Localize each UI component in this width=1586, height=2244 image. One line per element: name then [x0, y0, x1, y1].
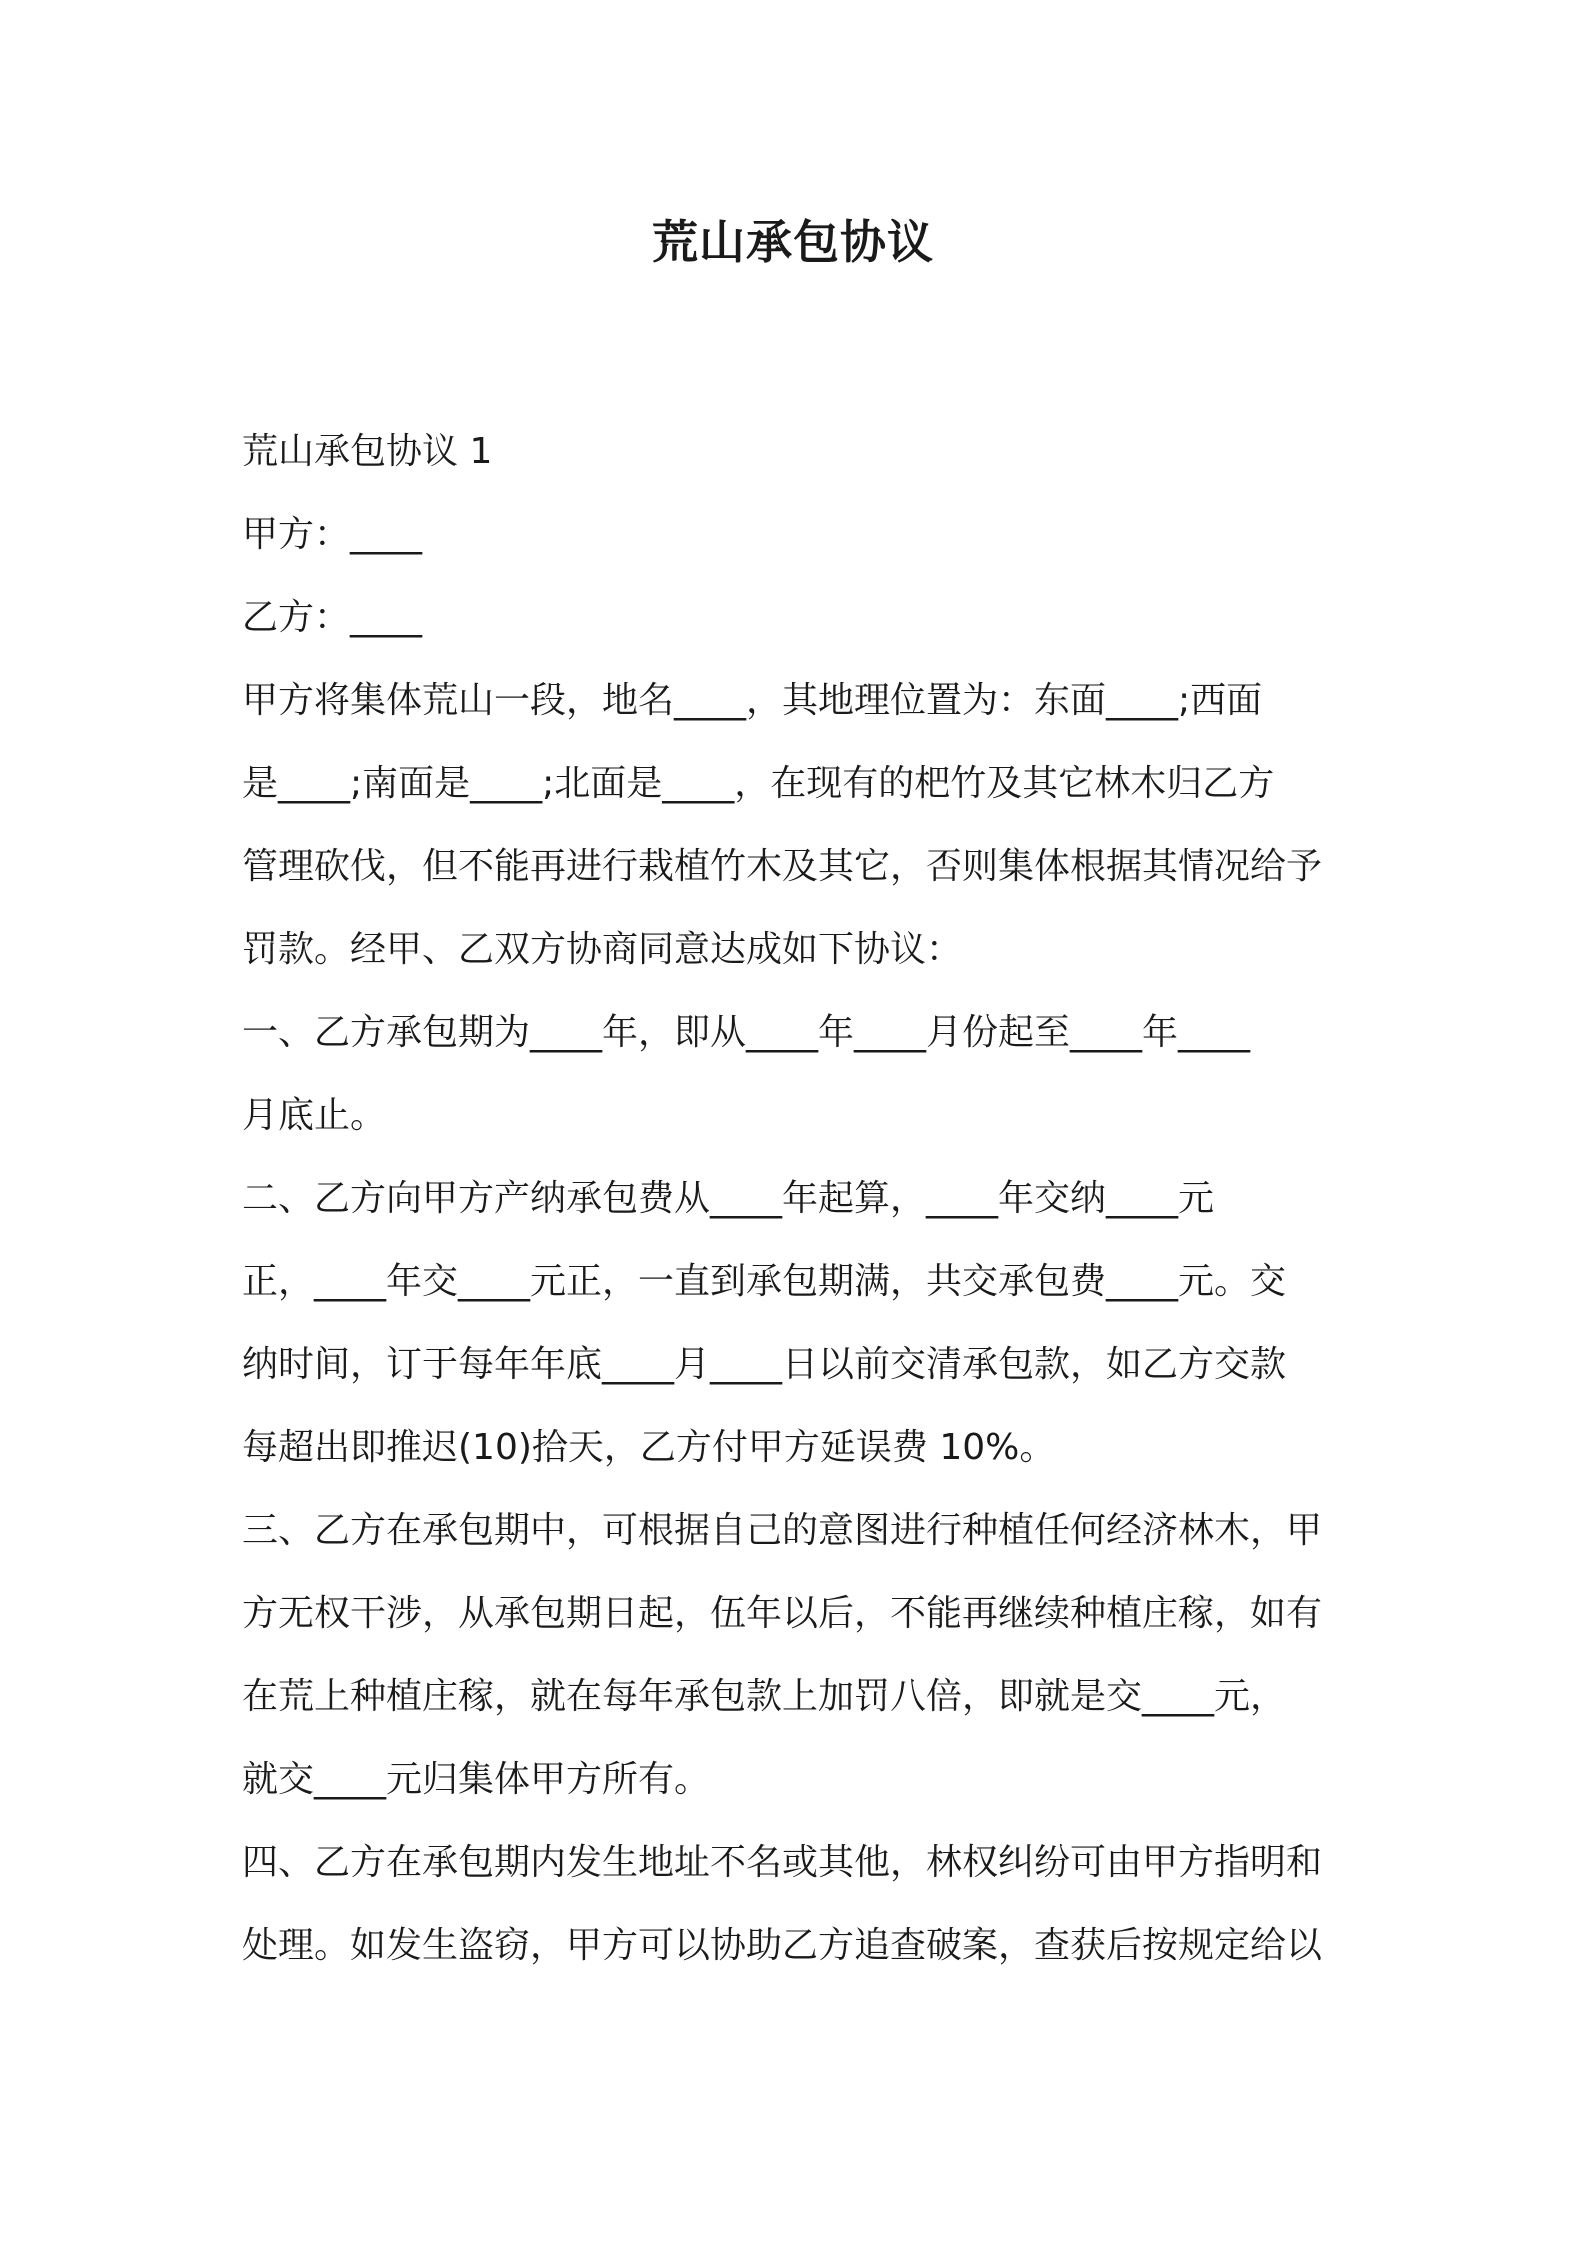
clause-1-line-2: 月底止。 — [242, 1095, 387, 1136]
intro-line-3: 管理砍伐，但不能再进行栽植竹木及其它，否则集体根据其情况给予 — [242, 846, 1323, 887]
clause-2-line-3: 纳时间，订于每年年底____月____日以前交清承包款，如乙方交款 — [242, 1344, 1287, 1385]
clause-3-line-1: 三、乙方在承包期中，可根据自己的意图进行种植任何经济林木，甲 — [242, 1510, 1323, 1551]
intro-line-1: 甲方将集体荒山一段，地名____，其地理位置为：东面____;西面 — [242, 680, 1263, 721]
document-body — [242, 410, 1350, 1987]
clause-2-line-1: 二、乙方向甲方产纳承包费从____年起算，____年交纳____元 — [242, 1178, 1215, 1219]
clause-3-line-2: 方无权干涉，从承包期日起，伍年以后，不能再继续种植庄稼，如有 — [242, 1593, 1323, 1634]
clause-1-line-1: 一、乙方承包期为____年，即从____年____月份起至____年____ — [242, 1012, 1251, 1053]
subtitle: 荒山承包协议 1 — [242, 431, 493, 472]
document-title: 荒山承包协议 — [652, 215, 934, 269]
clause-2-line-2: 正，____年交____元正，一直到承包期满，共交承包费____元。交 — [242, 1261, 1287, 1302]
clause-4-line-1: 四、乙方在承包期内发生地址不名或其他，林权纠纷可由甲方指明和 — [242, 1842, 1323, 1883]
clause-3-line-3: 在荒上种植庄稼，就在每年承包款上加罚八倍，即就是交____元， — [242, 1676, 1287, 1717]
party-a-line: 甲方：____ — [242, 514, 423, 555]
clause-4-line-2: 处理。如发生盗窃，甲方可以协助乙方追查破案，查获后按规定给以 — [242, 1925, 1323, 1966]
clause-2-line-4: 每超出即推迟(10)拾天，乙方付甲方延误费 10%。 — [242, 1427, 1056, 1468]
intro-line-2: 是____;南面是____;北面是____，在现有的杷竹及其它林木归乙方 — [242, 763, 1275, 804]
party-b-line: 乙方：____ — [242, 597, 423, 638]
intro-line-4: 罚款。经甲、乙双方协商同意达成如下协议： — [242, 929, 963, 970]
clause-3-line-4: 就交____元归集体甲方所有。 — [242, 1759, 711, 1800]
